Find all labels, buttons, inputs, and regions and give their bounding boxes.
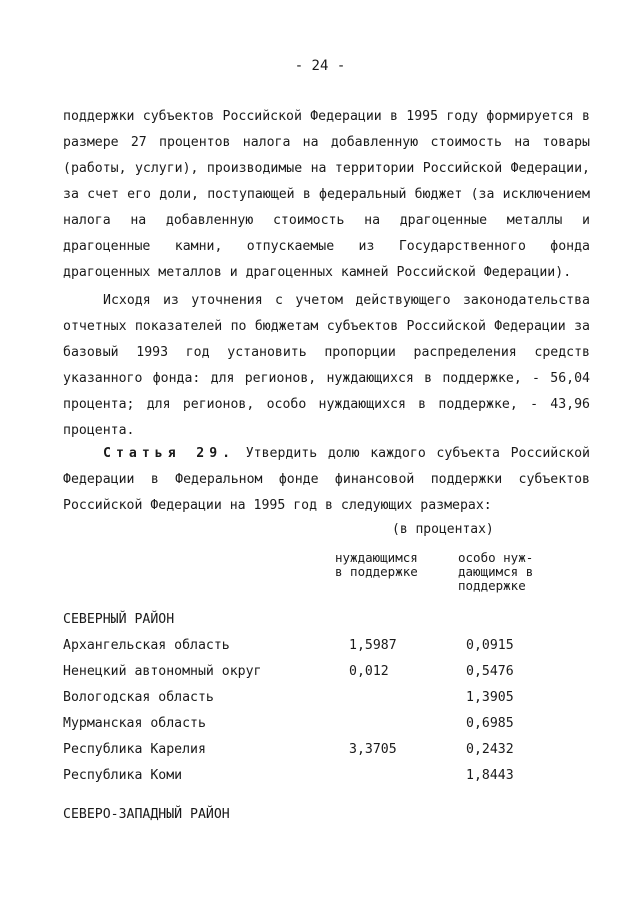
region-title-north-western: СЕВЕРО-ЗАПАДНЫЙ РАЙОН [63,807,230,822]
value-needing-support: 1,5987 [349,638,397,653]
column-header-especially-needing-support: особо нуж- дающимся в поддержке [458,550,534,593]
value-especially-needing-support: 0,6985 [466,716,514,731]
subject-name: Республика Карелия [63,742,206,757]
subject-name: Мурманская область [63,716,206,731]
value-especially-needing-support: 1,3905 [466,690,514,705]
table-row [63,664,563,684]
table-unit-label: (в процентах) [392,522,494,537]
page-number: - 24 - [294,58,346,74]
value-especially-needing-support: 1,8443 [466,768,514,783]
column-header-needing-support: нуждающимся в поддержке [335,550,418,579]
value-needing-support: 3,3705 [349,742,397,757]
value-especially-needing-support: 0,5476 [466,664,514,679]
subject-name: Вологодская область [63,690,214,705]
article-29-paragraph [63,441,590,519]
article-29-text: Утвердить долю каждого субъекта Российской Федерации в Федеральном фонде финансовой поддержки субъектов Российской Федерации на 1995 год в следующих размерах: [63,446,590,513]
paragraph-fund-formation: поддержки субъектов Российской Федерации в 1995 году формируется в размере 27 процентов налога на добавленную стоимость на товары (работы, услуги), производимые на территории Российской Федерации, за счет его доли, поступающей в федеральный бюджет (за исключением налога на добавленную стоимость на драгоценные металлы и драгоценные камни, отпускаемые из Государственного фонда драгоценных металлов и драгоценных камней Российской Федерации). [63,109,590,280]
table-row [63,768,563,788]
table-row [63,716,563,736]
value-especially-needing-support: 0,0915 [466,638,514,653]
paragraph-fund-proportions: Исходя из уточнения с учетом действующего законодательства отчетных показателей по бюджетам субъектов Российской Федерации за базовый 1993 год установить пропорции распределения средств указанного фонда: для регионов, нуждающихся в поддержке, - 56,04 процента; для регионов, особо нуждающихся в поддержке, - 43,96 процента. [63,293,590,438]
table-row [63,690,563,710]
table-row [63,638,563,658]
subject-name: Архангельская область [63,638,230,653]
subject-name: Ненецкий автономный округ [63,664,262,679]
region-title-northern: СЕВЕРНЫЙ РАЙОН [63,612,175,627]
value-especially-needing-support: 0,2432 [466,742,514,757]
table-row [63,742,563,762]
subject-name: Республика Коми [63,768,183,783]
value-needing-support: 0,012 [349,664,389,679]
article-29-label: Статья 29. [103,446,236,461]
